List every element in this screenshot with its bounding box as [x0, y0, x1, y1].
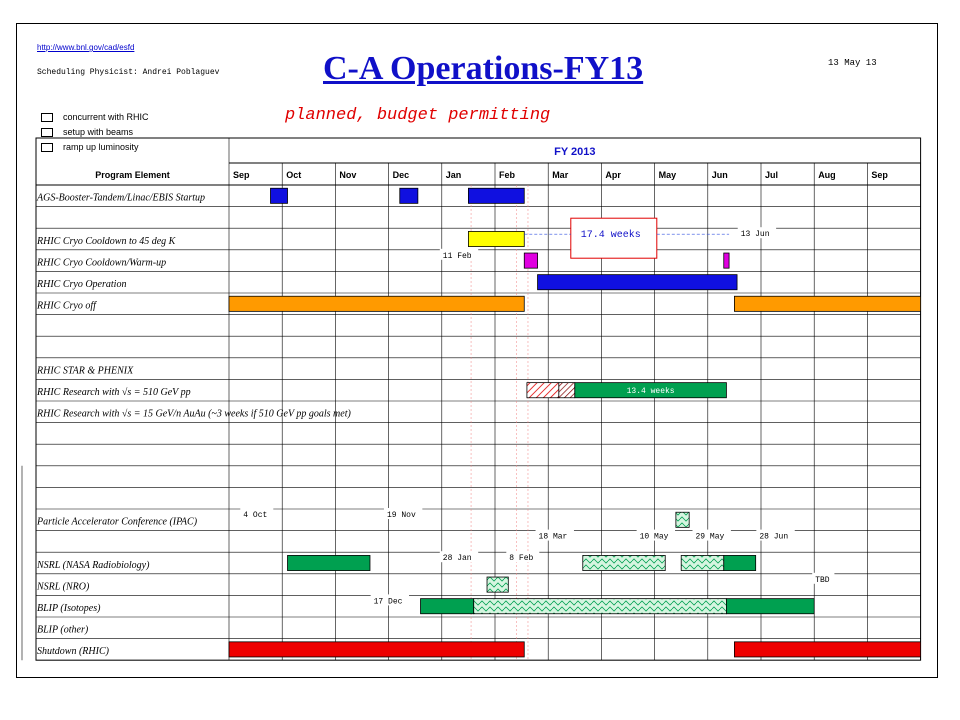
gantt-bar: [229, 296, 524, 311]
report-date: 13 May 13: [828, 58, 877, 68]
legend-label-concurrent: concurrent with RHIC: [63, 112, 149, 122]
month-label: Aug: [818, 170, 836, 180]
annotation-label: 11 Feb: [442, 251, 472, 261]
annotation-label: 29 May: [695, 532, 725, 542]
gantt-bar: [724, 555, 756, 570]
annotation-label: 18 Mar: [538, 532, 568, 542]
legend-label-setup: setup with beams: [63, 127, 134, 137]
gantt-bar: [559, 383, 575, 398]
gantt-bar: [726, 599, 814, 614]
row-label: NSRL (NRO): [37, 581, 90, 593]
month-label: Jan: [445, 170, 462, 180]
row-label: RHIC Cryo Operation: [37, 279, 127, 290]
gantt-bar: [734, 296, 920, 311]
month-label: Sep: [871, 170, 888, 180]
annotation-label: 4 Oct: [243, 511, 268, 520]
annotation-label: 28 Jan: [442, 554, 472, 564]
row-label: Shutdown (RHIC): [37, 646, 109, 658]
month-label: Mar: [552, 170, 569, 180]
source-url-link[interactable]: http://www.bnl.gov/cad/esfd: [37, 43, 135, 52]
gantt-bar: [681, 555, 724, 570]
grid-border: [36, 138, 921, 660]
month-label: Oct: [286, 170, 302, 180]
bar-label: 13.4 weeks: [626, 387, 675, 397]
gantt-bar: [288, 555, 370, 570]
page-title: C-A Operations-FY13: [323, 50, 644, 87]
gantt-bar: [421, 599, 474, 614]
gantt-bar: [524, 253, 537, 268]
annotation-label: 17.4 weeks: [580, 230, 641, 242]
annotation-label: TBD: [815, 575, 830, 585]
gantt-bar: [474, 599, 727, 614]
row-label: BLIP (Isotopes): [37, 603, 101, 614]
gantt-bar: [400, 188, 418, 203]
gantt-bar: [676, 512, 689, 527]
row-label: NSRL (NASA Radiobiology): [37, 559, 150, 571]
row-label: RHIC STAR & PHENIX: [37, 365, 134, 377]
gantt-bar: [229, 642, 524, 657]
gantt-bar: [734, 642, 920, 657]
month-label: Nov: [339, 170, 357, 180]
row-label: RHIC Cryo off: [37, 300, 96, 312]
legend-label-rampup: ramp up luminosity: [63, 142, 139, 152]
fy-label: FY 2013: [554, 146, 596, 158]
month-label: Apr: [605, 170, 621, 180]
row-label: RHIC Research with √s = 510 GeV pp: [37, 387, 191, 398]
row-label: RHIC Research with √s = 15 GeV/n AuAu (~3 weeks if 510 GeV pp goals met): [37, 408, 351, 420]
annotation-label: 13 Jun: [740, 230, 770, 240]
gantt-bar: [487, 577, 508, 592]
row-label: AGS-Booster-Tandem/Linac/EBIS Startup: [37, 192, 206, 204]
gantt-bar: [527, 383, 559, 398]
month-label: May: [658, 170, 677, 180]
gantt-bar: [583, 555, 665, 570]
gantt-bar: [468, 231, 524, 246]
gantt-bar: [468, 188, 524, 203]
month-label: Sep: [233, 170, 250, 180]
row-label: RHIC Cryo Cooldown to 45 deg K: [37, 235, 176, 247]
scheduling-physicist: Scheduling Physicist: Andrei Poblaguev: [37, 68, 220, 77]
row-label: Particle Accelerator Conference (IPAC): [37, 516, 198, 528]
month-label: Jul: [765, 170, 779, 180]
month-label: Jun: [711, 170, 728, 180]
row-label: RHIC Cryo Cooldown/Warm-up: [37, 257, 167, 269]
annotation-label: 17 Dec: [373, 597, 403, 607]
gantt-bar: [270, 188, 287, 203]
annotation-label: 28 Jun: [759, 532, 789, 542]
annotation-label: 8 Feb: [509, 554, 534, 564]
page-subtitle: planned, budget permitting: [285, 106, 551, 125]
annotation-label: 10 May: [639, 532, 669, 542]
gantt-bar: [724, 253, 729, 268]
annotation-label: 19 Nov: [386, 511, 416, 520]
gantt-bar: [538, 275, 738, 290]
program-element-header: Program Element: [95, 170, 170, 180]
row-label: BLIP (other): [37, 624, 89, 636]
month-label: Feb: [499, 170, 516, 180]
month-label: Dec: [392, 170, 410, 180]
